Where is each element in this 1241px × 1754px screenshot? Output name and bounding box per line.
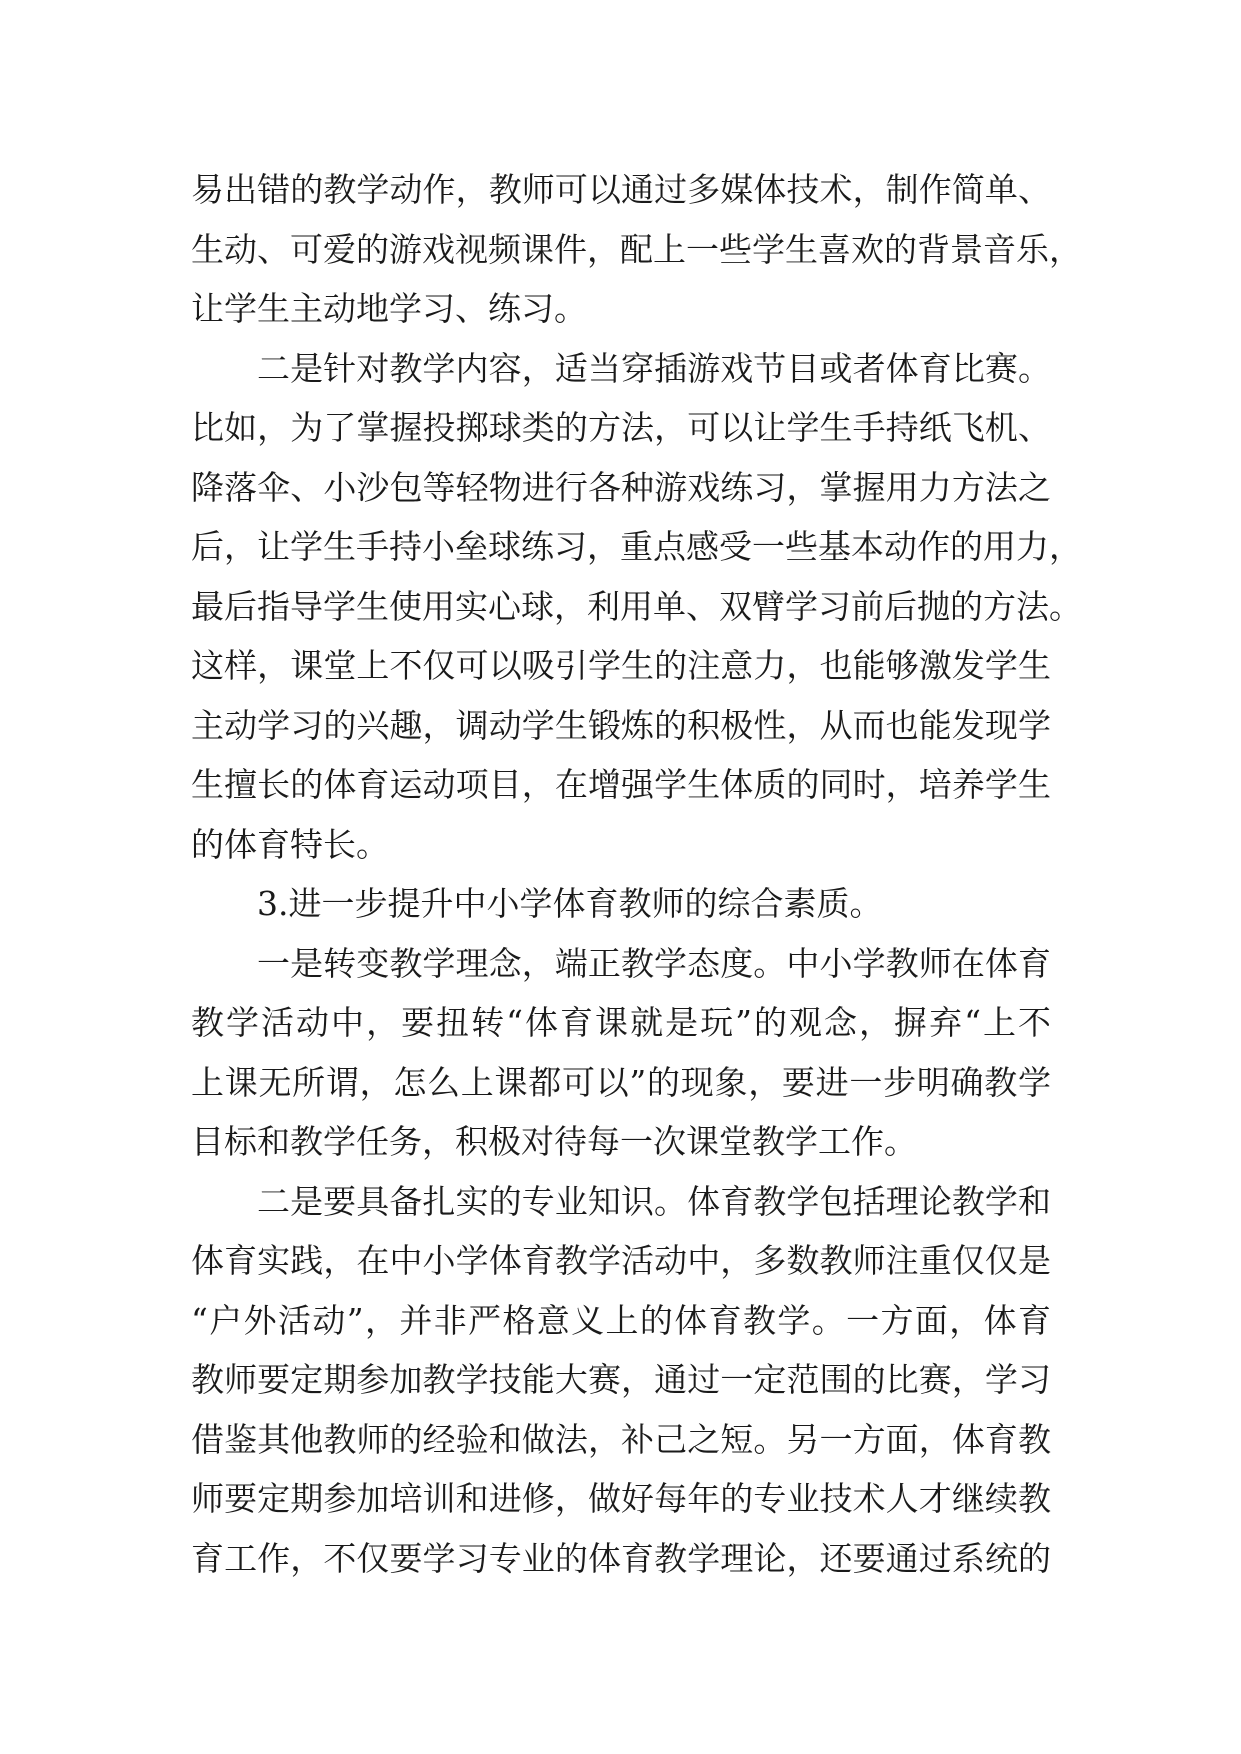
text-line: 二是要具备扎实的专业知识。体育教学包括理论教学和 (257, 1181, 1051, 1221)
text-line: 体育实践，在中小学体育教学活动中，多数教师注重仅仅是 (191, 1241, 1051, 1280)
text-line: 易出错的教学动作，教师可以通过多媒体技术，制作简单、 (191, 170, 1051, 209)
text-line: 教师要定期参加教学技能大赛，通过一定范围的比赛，学习 (191, 1360, 1051, 1399)
text-line: 这样，课堂上不仅可以吸引学生的注意力，也能够激发学生 (191, 646, 1051, 685)
text-line: 目标和教学任务，积极对待每一次课堂教学工作。 (191, 1122, 917, 1161)
text-line: 育工作，不仅要学习专业的体育教学理论，还要通过系统的 (191, 1538, 1051, 1578)
text-line: 主动学习的兴趣，调动学生锻炼的积极性，从而也能发现学 (191, 705, 1051, 745)
body-text (191, 160, 1082, 1588)
text-line: 借鉴其他教师的经验和做法，补己之短。另一方面，体育教 (191, 1419, 1051, 1459)
text-line: 比如，为了掌握投掷球类的方法，可以让学生手持纸飞机、 (191, 408, 1051, 447)
text-line: 教学活动中，要扭转“体育课就是玩”的观念，摒弃“上不 (191, 1003, 1051, 1042)
text-line: 3.进一步提升中小学体育教师的综合素质。 (257, 884, 883, 923)
text-line: 师要定期参加培训和进修，做好每年的专业技术人才继续教 (191, 1479, 1051, 1518)
text-line: 上课无所谓，怎么上课都可以”的现象，要进一步明确教学 (191, 1062, 1051, 1102)
text-line: 的体育特长。 (191, 824, 389, 864)
text-line: 最后指导学生使用实心球，利用单、双臂学习前后抛的方法。 (191, 586, 1082, 626)
text-line: 一是转变教学理念，端正教学态度。中小学教师在体育 (257, 943, 1051, 983)
text-line: 生擅长的体育运动项目，在增强学生体质的同时，培养学生 (191, 765, 1051, 804)
text-line: “户外活动”，并非严格意义上的体育教学。一方面，体育 (191, 1300, 1051, 1340)
text-line: 让学生主动地学习、练习。 (191, 289, 587, 328)
text-line: 生动、可爱的游戏视频课件，配上一些学生喜欢的背景音乐， (191, 229, 1082, 269)
text-line: 后，让学生手持小垒球练习，重点感受一些基本动作的用力， (191, 527, 1082, 566)
text-line: 降落伞、小沙包等轻物进行各种游戏练习，掌握用力方法之 (191, 467, 1051, 507)
text-line: 二是针对教学内容，适当穿插游戏节目或者体育比赛。 (257, 348, 1051, 388)
